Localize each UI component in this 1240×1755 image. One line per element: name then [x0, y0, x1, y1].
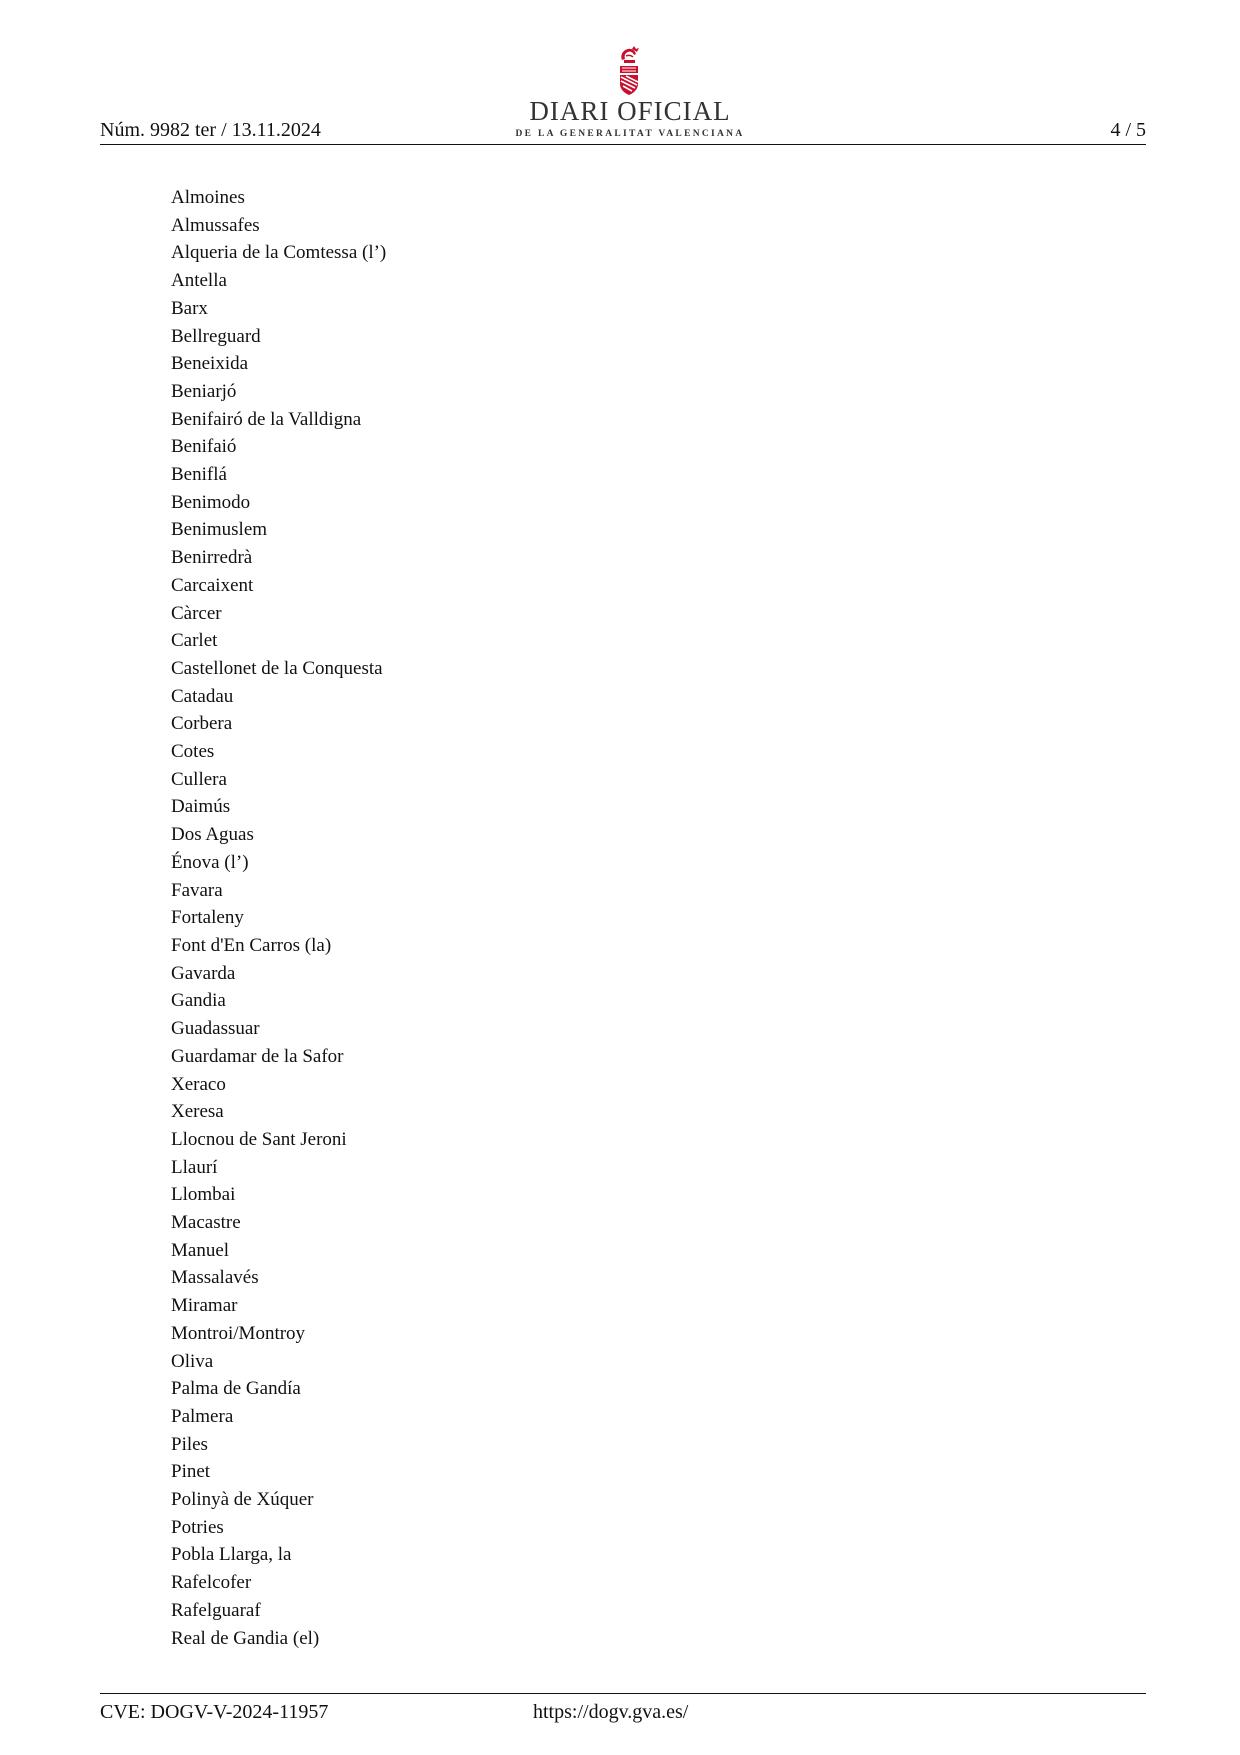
- list-item: Beniflá: [171, 464, 227, 486]
- list-item: Polinyà de Xúquer: [171, 1489, 314, 1511]
- list-item: Miramar: [171, 1295, 238, 1317]
- masthead-title: DIARI OFICIAL: [529, 96, 731, 126]
- list-item: Palmera: [171, 1405, 234, 1427]
- list-item: Càrcer: [171, 602, 222, 624]
- list-item: Pinet: [171, 1461, 211, 1483]
- list-item: Massalavés: [171, 1267, 259, 1289]
- list-item: Gavarda: [171, 962, 236, 984]
- generalitat-emblem-icon: [614, 46, 644, 96]
- list-item: Benimodo: [171, 491, 251, 513]
- cve-code: CVE: DOGV-V-2024-11957: [100, 1701, 329, 1723]
- list-item: Potries: [171, 1516, 224, 1538]
- list-item: Oliva: [171, 1350, 214, 1372]
- list-item: Favara: [171, 879, 223, 901]
- page-header: [100, 40, 1146, 146]
- list-item: Énova (l’): [171, 851, 249, 873]
- list-item: Guadassuar: [171, 1018, 260, 1040]
- list-item: Llombai: [171, 1184, 236, 1206]
- list-item: Beniarjó: [171, 380, 237, 402]
- list-item: Rafelcofer: [171, 1572, 252, 1594]
- list-item: Antella: [171, 270, 227, 292]
- list-item: Cullera: [171, 768, 227, 790]
- list-item: Almussafes: [171, 214, 260, 236]
- list-item: Fortaleny: [171, 907, 244, 929]
- page-footer: [100, 1693, 1146, 1733]
- list-item: Benimuslem: [171, 519, 268, 541]
- list-item: Benirredrà: [171, 547, 253, 569]
- list-item: Llaurí: [171, 1156, 218, 1178]
- footer-url[interactable]: https://dogv.gva.es/: [533, 1701, 689, 1723]
- municipality-list: [171, 184, 386, 1652]
- list-item: Guardamar de la Safor: [171, 1045, 344, 1067]
- list-item: Benifaió: [171, 436, 237, 458]
- list-item: Rafelguaraf: [171, 1599, 261, 1621]
- list-item: Barx: [171, 297, 208, 319]
- list-item: Font d'En Carros (la): [171, 934, 332, 956]
- list-item: Pobla Llarga, la: [171, 1544, 292, 1566]
- list-item: Dos Aguas: [171, 824, 254, 846]
- list-item: Xeresa: [171, 1101, 224, 1123]
- list-item: Alqueria de la Comtessa (l’): [171, 242, 387, 264]
- list-item: Carcaixent: [171, 574, 254, 596]
- list-item: Daimús: [171, 796, 231, 818]
- list-item: Catadau: [171, 685, 234, 707]
- list-item: Cotes: [171, 741, 215, 763]
- header-divider: [100, 144, 1146, 145]
- list-item: Gandia: [171, 990, 226, 1012]
- list-item: Manuel: [171, 1239, 230, 1261]
- issue-number: Núm. 9982 ter / 13.11.2024: [100, 119, 321, 141]
- list-item: Macastre: [171, 1212, 241, 1234]
- list-item: Carlet: [171, 630, 218, 652]
- list-item: Real de Gandia (el): [171, 1627, 320, 1649]
- list-item: Piles: [171, 1433, 208, 1455]
- list-item: Bellreguard: [171, 325, 261, 347]
- masthead: [499, 40, 761, 142]
- list-item: Llocnou de Sant Jeroni: [171, 1128, 347, 1150]
- list-item: Benifairó de la Valldigna: [171, 408, 362, 430]
- footer-divider: [100, 1693, 1146, 1694]
- page-number: 4 / 5: [1110, 119, 1146, 141]
- list-item: Beneixida: [171, 353, 249, 375]
- list-item: Montroi/Montroy: [171, 1322, 306, 1344]
- list-item: Palma de Gandía: [171, 1378, 301, 1400]
- masthead-subtitle: DE LA GENERALITAT VALENCIANA: [515, 129, 745, 139]
- list-item: Castellonet de la Conquesta: [171, 657, 383, 679]
- list-item: Xeraco: [171, 1073, 226, 1095]
- list-item: Almoines: [171, 187, 245, 208]
- list-item: Corbera: [171, 713, 233, 735]
